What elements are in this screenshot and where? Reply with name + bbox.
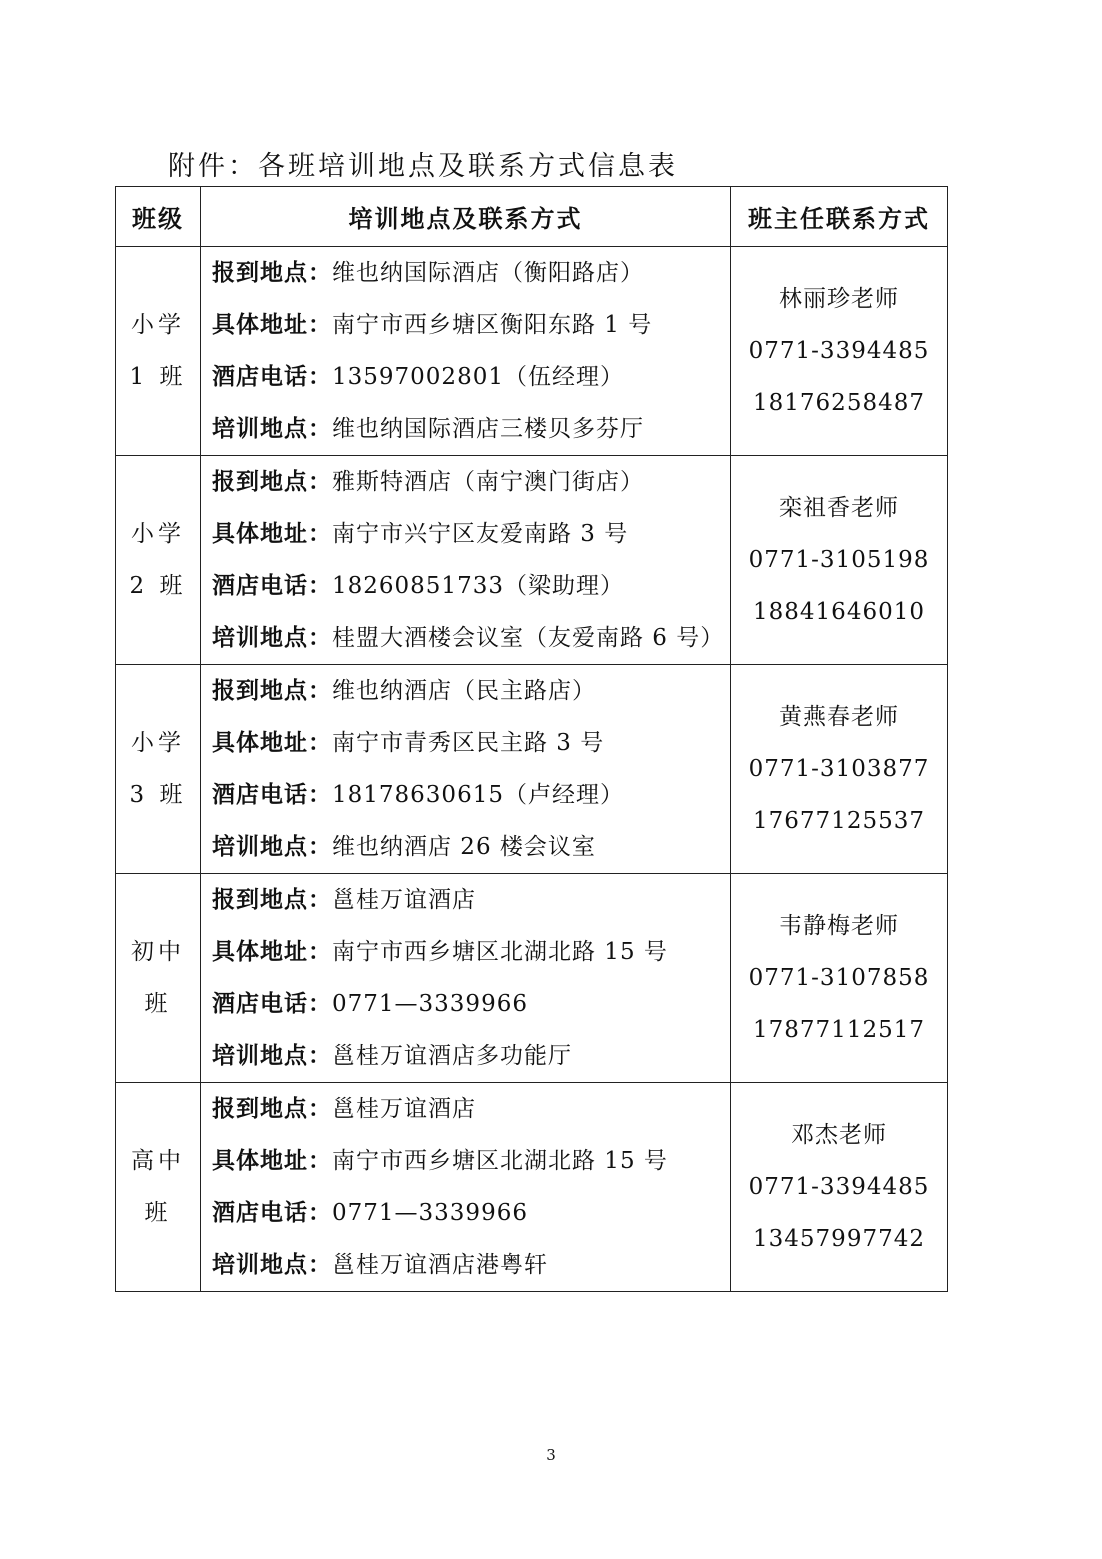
label-checkin: 报到地点： — [212, 677, 332, 704]
detail-line-address — [212, 1135, 730, 1187]
info-table — [115, 186, 948, 1292]
label-phone: 酒店电话： — [212, 572, 332, 599]
detail-line-venue — [212, 403, 730, 455]
table-row — [116, 456, 948, 665]
class-name-line2: 2 班 — [129, 573, 187, 599]
teacher-phone-landline: 0771-3105198 — [748, 547, 930, 573]
detail-line-phone — [212, 769, 730, 821]
detail-line-venue — [212, 821, 730, 873]
teacher-contact-cell — [731, 456, 948, 665]
detail-line-phone — [212, 978, 730, 1030]
teacher-contact-cell — [731, 665, 948, 874]
table-row — [116, 247, 948, 456]
detail-line-address — [212, 299, 730, 351]
header-class: 班级 — [116, 187, 201, 247]
class-name-line1: 小学 — [131, 312, 185, 338]
detail-line-phone — [212, 1187, 730, 1239]
value-address: 南宁市兴宁区友爱南路 3 号 — [332, 521, 629, 547]
class-name-line1: 高中 — [131, 1148, 185, 1174]
label-phone: 酒店电话： — [212, 1199, 332, 1226]
class-name-line1: 初中 — [131, 939, 185, 965]
label-venue: 培训地点： — [212, 1042, 332, 1069]
teacher-phone-mobile: 18841646010 — [753, 599, 925, 625]
value-phone: 0771—3339966 — [332, 991, 528, 1017]
class-name-line2: 班 — [144, 991, 172, 1017]
class-name-line2: 班 — [144, 1200, 172, 1226]
value-phone: 13597002801（伍经理） — [332, 364, 624, 390]
venue-details-cell — [201, 247, 731, 456]
detail-line-phone — [212, 351, 730, 403]
label-address: 具体地址： — [212, 311, 332, 338]
table-row — [116, 874, 948, 1083]
value-checkin: 邕桂万谊酒店 — [332, 1096, 476, 1122]
venue-details-cell — [201, 665, 731, 874]
teacher-phone-landline: 0771-3107858 — [748, 965, 930, 991]
table-row — [116, 1083, 948, 1292]
value-phone: 0771—3339966 — [332, 1200, 528, 1226]
class-cell — [116, 665, 201, 874]
venue-details-cell — [201, 1083, 731, 1292]
value-venue: 邕桂万谊酒店港粤轩 — [332, 1252, 548, 1278]
label-venue: 培训地点： — [212, 624, 332, 651]
value-checkin: 维也纳酒店（民主路店） — [332, 678, 596, 704]
teacher-contact-cell — [731, 247, 948, 456]
teacher-phone-landline: 0771-3103877 — [748, 756, 930, 782]
class-cell — [116, 874, 201, 1083]
teacher-phone-landline: 0771-3394485 — [748, 1174, 930, 1200]
class-name-line1: 小学 — [131, 521, 185, 547]
teacher-name: 栾祖香老师 — [779, 495, 899, 521]
venue-details-cell — [201, 456, 731, 665]
teacher-name: 邓杰老师 — [791, 1122, 887, 1148]
value-address: 南宁市青秀区民主路 3 号 — [332, 730, 605, 756]
label-phone: 酒店电话： — [212, 990, 332, 1017]
detail-line-checkin — [212, 874, 730, 926]
value-phone: 18178630615（卢经理） — [332, 782, 624, 808]
label-checkin: 报到地点： — [212, 259, 332, 286]
detail-line-venue — [212, 1030, 730, 1082]
label-checkin: 报到地点： — [212, 468, 332, 495]
detail-line-venue — [212, 1239, 730, 1291]
label-venue: 培训地点： — [212, 415, 332, 442]
value-address: 南宁市西乡塘区北湖北路 15 号 — [332, 1148, 668, 1174]
class-name-line1: 小学 — [131, 730, 185, 756]
value-venue: 桂盟大酒楼会议室（友爱南路 6 号） — [332, 625, 725, 651]
detail-line-checkin — [212, 456, 730, 508]
detail-line-checkin — [212, 665, 730, 717]
class-name-line2: 1 班 — [129, 364, 187, 390]
teacher-phone-mobile: 13457997742 — [753, 1226, 925, 1252]
detail-line-address — [212, 717, 730, 769]
detail-line-address — [212, 926, 730, 978]
detail-line-checkin — [212, 247, 730, 299]
detail-line-phone — [212, 560, 730, 612]
teacher-name: 黄燕春老师 — [779, 704, 899, 730]
page-title: 附件：各班培训地点及联系方式信息表 — [168, 151, 678, 182]
value-checkin: 雅斯特酒店（南宁澳门街店） — [332, 469, 644, 495]
class-cell — [116, 1083, 201, 1292]
table-header-row — [116, 187, 948, 247]
teacher-contact-cell — [731, 1083, 948, 1292]
detail-line-venue — [212, 612, 730, 664]
label-address: 具体地址： — [212, 1147, 332, 1174]
teacher-name: 韦静梅老师 — [779, 913, 899, 939]
label-phone: 酒店电话： — [212, 781, 332, 808]
label-phone: 酒店电话： — [212, 363, 332, 390]
value-venue: 维也纳酒店 26 楼会议室 — [332, 834, 596, 860]
teacher-phone-mobile: 17877112517 — [753, 1017, 925, 1043]
teacher-phone-mobile: 18176258487 — [753, 390, 925, 416]
teacher-phone-mobile: 17677125537 — [753, 808, 925, 834]
value-venue: 邕桂万谊酒店多功能厅 — [332, 1043, 572, 1069]
class-cell — [116, 247, 201, 456]
label-address: 具体地址： — [212, 729, 332, 756]
value-phone: 18260851733（梁助理） — [332, 573, 624, 599]
label-checkin: 报到地点： — [212, 886, 332, 913]
label-venue: 培训地点： — [212, 833, 332, 860]
page-number: 3 — [546, 1446, 556, 1464]
venue-details-cell — [201, 874, 731, 1083]
value-checkin: 邕桂万谊酒店 — [332, 887, 476, 913]
header-teacher-contact: 班主任联系方式 — [731, 187, 948, 247]
detail-line-checkin — [212, 1083, 730, 1135]
label-address: 具体地址： — [212, 520, 332, 547]
value-address: 南宁市西乡塘区衡阳东路 1 号 — [332, 312, 653, 338]
label-venue: 培训地点： — [212, 1251, 332, 1278]
label-address: 具体地址： — [212, 938, 332, 965]
table-row — [116, 665, 948, 874]
detail-line-address — [212, 508, 730, 560]
label-checkin: 报到地点： — [212, 1095, 332, 1122]
class-cell — [116, 456, 201, 665]
class-name-line2: 3 班 — [129, 782, 187, 808]
teacher-phone-landline: 0771-3394485 — [748, 338, 930, 364]
value-venue: 维也纳国际酒店三楼贝多芬厅 — [332, 416, 644, 442]
teacher-contact-cell — [731, 874, 948, 1083]
value-address: 南宁市西乡塘区北湖北路 15 号 — [332, 939, 668, 965]
teacher-name: 林丽珍老师 — [779, 286, 899, 312]
header-venue-contact: 培训地点及联系方式 — [201, 187, 731, 247]
value-checkin: 维也纳国际酒店（衡阳路店） — [332, 260, 644, 286]
